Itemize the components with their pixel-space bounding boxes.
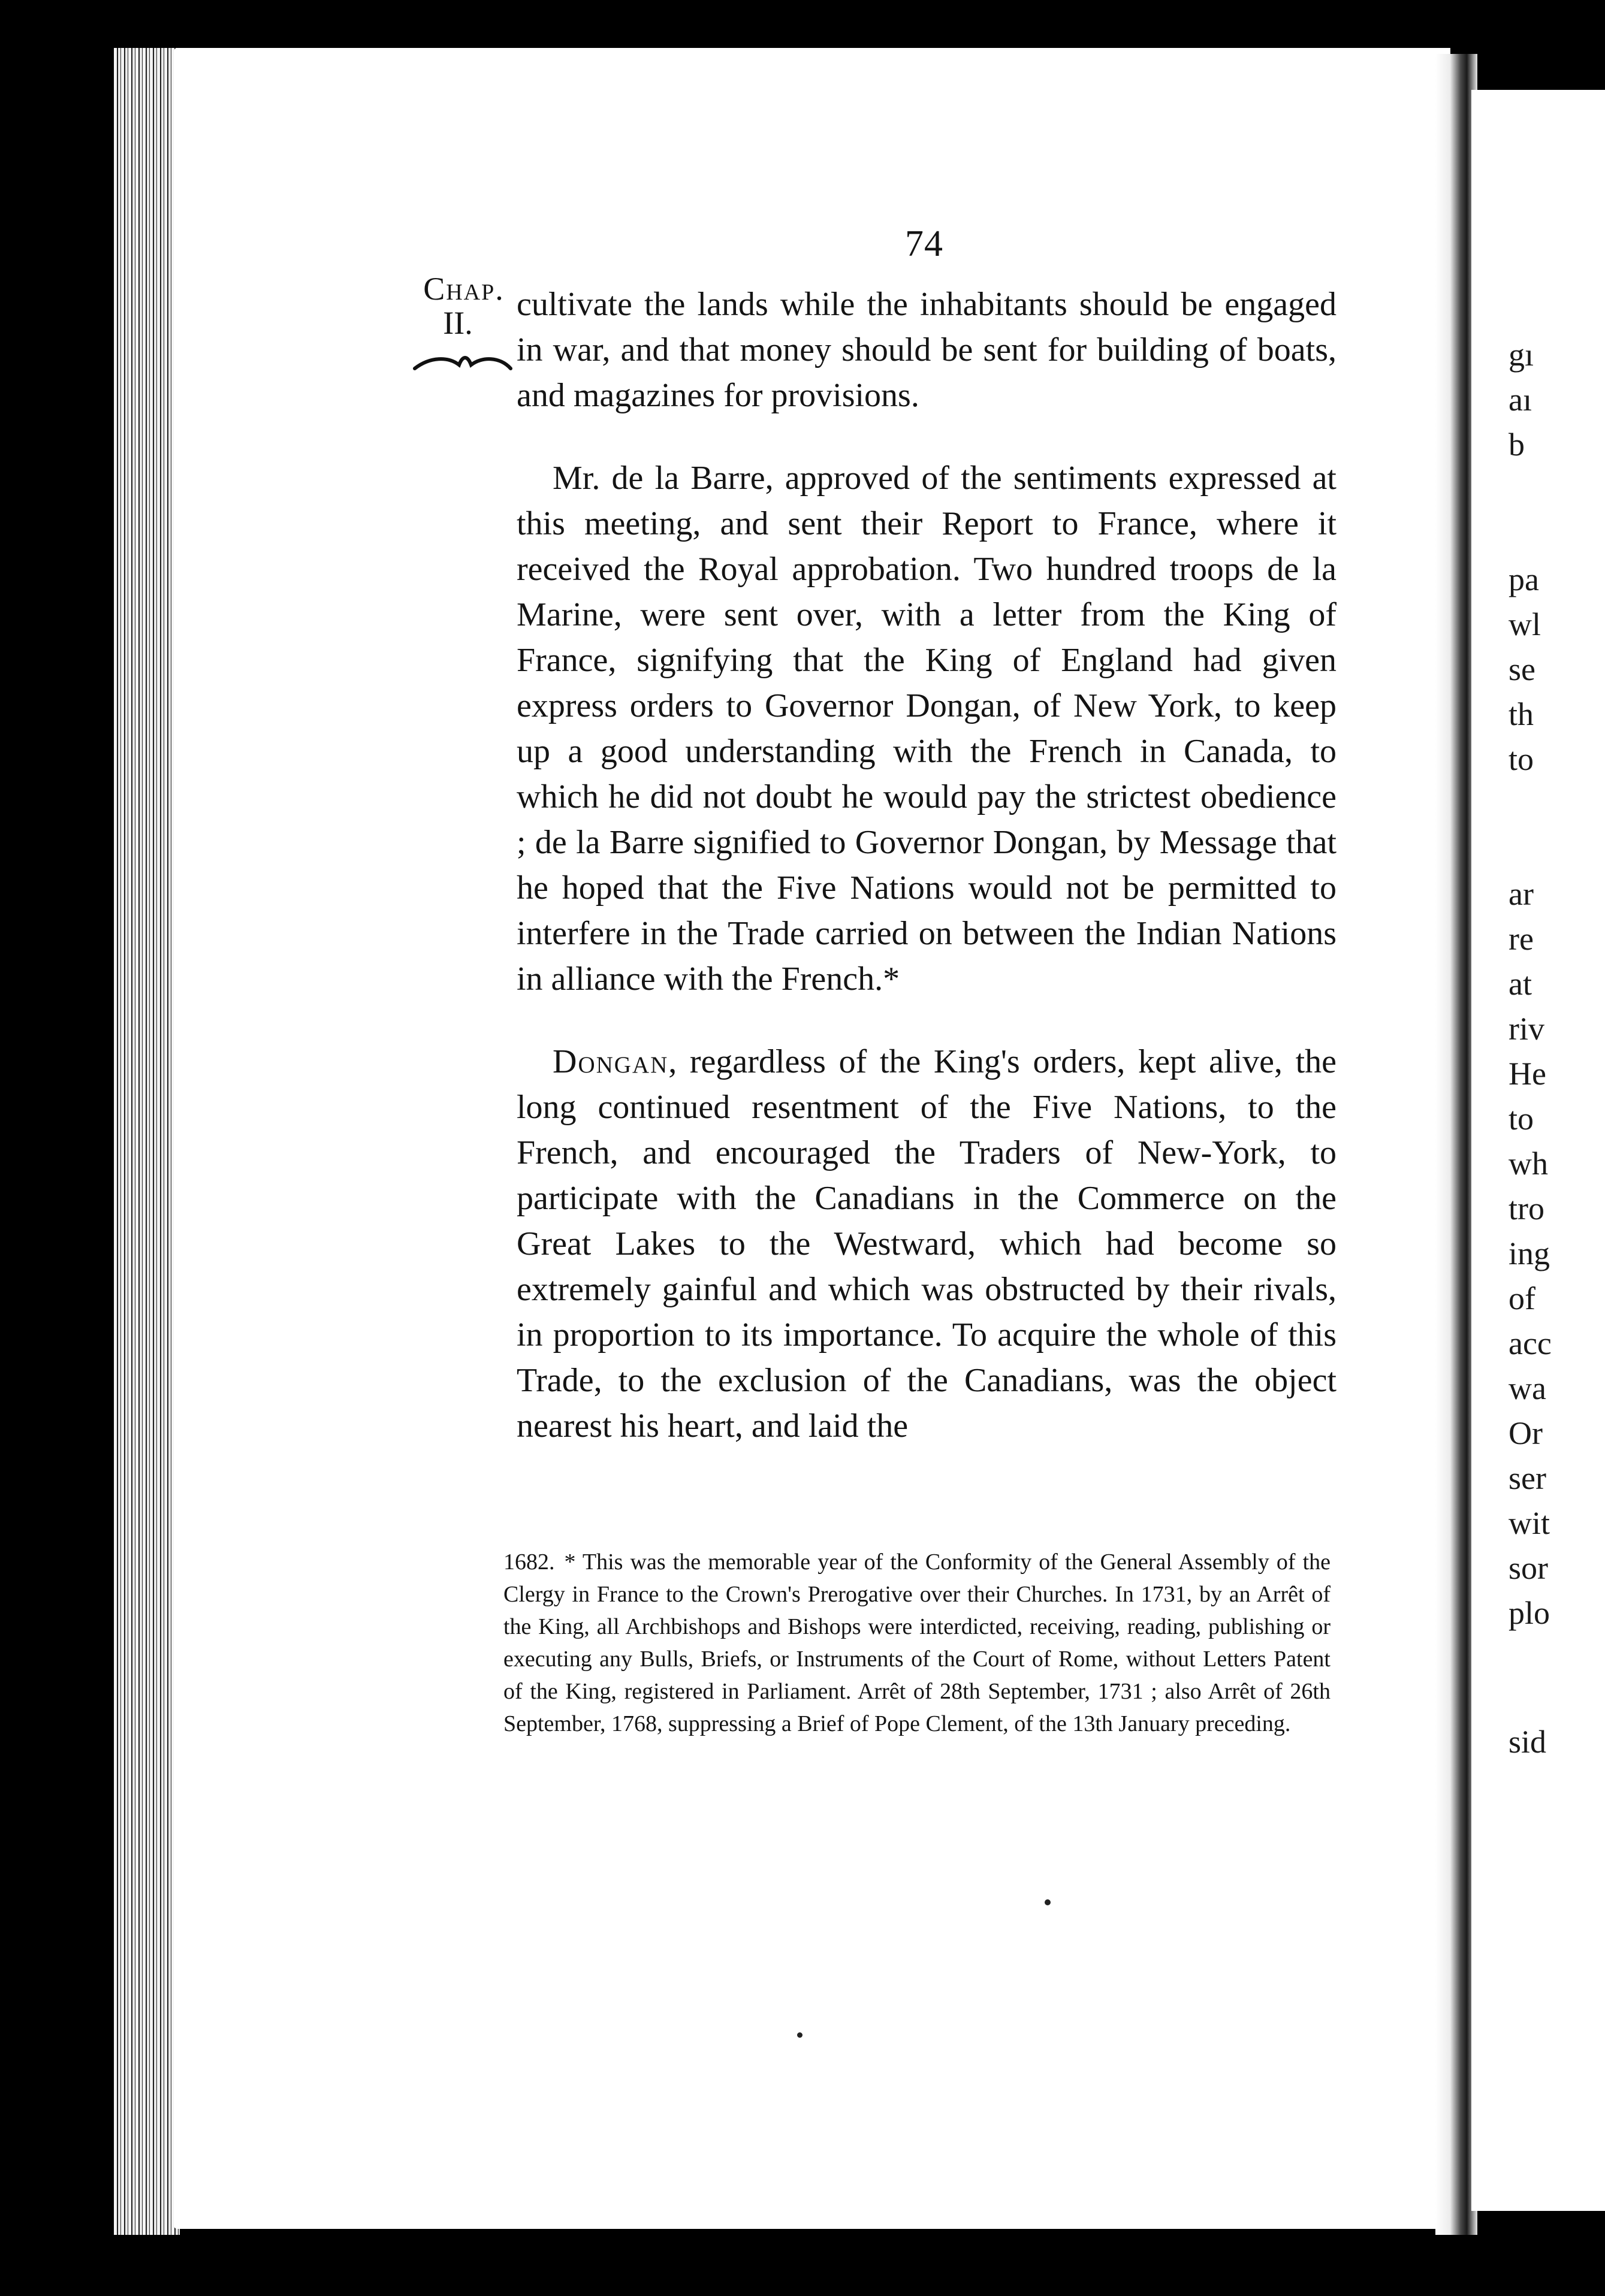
right-page-fragment-text: Or: [1509, 1415, 1543, 1451]
right-page-fragment-text: wa: [1509, 1370, 1546, 1406]
footnote: [503, 1546, 1331, 1740]
right-page-fragment-text: se: [1509, 651, 1535, 687]
right-page-fragment-text: aı: [1509, 382, 1532, 418]
footnote-year: 1682.: [503, 1549, 555, 1575]
page-edges: [114, 48, 180, 2235]
right-page-fragment-text: sor: [1509, 1550, 1548, 1586]
right-page-fragment-text: He: [1509, 1056, 1546, 1092]
right-page-fragment-text: gı: [1509, 337, 1534, 373]
right-page-fragment-text: at: [1509, 966, 1532, 1002]
right-page-fragment-text: wh: [1509, 1146, 1548, 1182]
right-page-fragment-text: acc: [1509, 1325, 1552, 1361]
chapter-label-text: Chap.: [423, 271, 505, 307]
speck-1: [1045, 1899, 1051, 1905]
right-page-fragment-text: wl: [1509, 606, 1541, 642]
paragraph-dongan: [517, 1039, 1337, 1449]
right-page-fragment-text: th: [1509, 696, 1534, 732]
right-page-fragment-text: ser: [1509, 1460, 1546, 1496]
right-page-fragment-text: tro: [1509, 1191, 1544, 1226]
right-page-fragment-text: plo: [1509, 1595, 1550, 1631]
speck-2: [797, 2032, 802, 2038]
right-page-fragment-text: ing: [1509, 1235, 1550, 1271]
paragraph-dongan-text: , regardless of the King's orders, kept alive, the long continued resentment of the Five Nations, to the French, and encouraged the Traders of New-York, to participate with the Canadians in the Commerce on the Great Lakes to the Westward, which had become so extremely gainful and which was obstructed by their rivals, in proportion to its importance. To acquire the whole of this Trade, to the exclusion of the Canadians, was the object nearest his heart, and laid the: [517, 1043, 1337, 1445]
right-page-fragment-text: re: [1509, 921, 1534, 957]
body-text: [517, 282, 1337, 1449]
right-page-fragment-text: of: [1509, 1280, 1535, 1316]
right-page-fragment-text: to: [1509, 1101, 1534, 1137]
right-page-fragment-text: b: [1509, 427, 1525, 463]
chapter-number: II.: [443, 305, 473, 341]
right-page-fragment: [1471, 90, 1605, 2211]
paragraph-continuation: cultivate the lands while the inhabitants should be engaged in war, and that money should be sent for building of boats, and magazines for provisions.: [517, 286, 1337, 414]
page-number: 74: [905, 223, 943, 264]
right-page-fragment-text: pa: [1509, 561, 1539, 597]
paragraph-de-la-barre: Mr. de la Barre, approved of the sentiments expressed at this meeting, and sent their Report to France, where it received the Royal approbation. Two hundred troops de la Marine, were sent over, with a letter from the King of France, signifying that the King of England had given express orders to Governor Dongan, of New York, to keep up a good understanding with the French in Canada, to which he did not doubt he would pay the strictest obedience ; de la Barre signified to Governor Dongan, by Message that he hoped that the Five Nations would not be permitted to interfere in the Trade carried on between the Indian Nations in alliance with the French.*: [517, 460, 1337, 998]
paragraph-lead-word: Dongan: [553, 1043, 669, 1080]
chapter-label: [410, 273, 518, 305]
right-page-fragment-text: ar: [1509, 876, 1534, 912]
right-page-fragment-text: wit: [1509, 1505, 1550, 1541]
footnote-text: * This was the memorable year of the Conformity of the General Assembly of the Clergy in France to the Crown's Prerogative over their Churches. In 1731, by an Arrêt of the King, all Archbishops and Bishops were interdicted, receiving, reading, publishing or executing any Bulls, Briefs, or Instruments of the Court of Rome, without Letters Patent of the King, registered in Parliament. Arrêt of 28th September, 1731 ; also Arrêt of 26th September, 1768, suppressing a Brief of Pope Clement, of the 13th January preceding.: [503, 1549, 1331, 1736]
chapter-brace-ornament: [412, 345, 513, 374]
right-page-fragment-text: to: [1509, 741, 1534, 777]
right-page-fragment-text: riv: [1509, 1011, 1544, 1047]
right-page-fragment-text: sid: [1509, 1724, 1547, 1760]
